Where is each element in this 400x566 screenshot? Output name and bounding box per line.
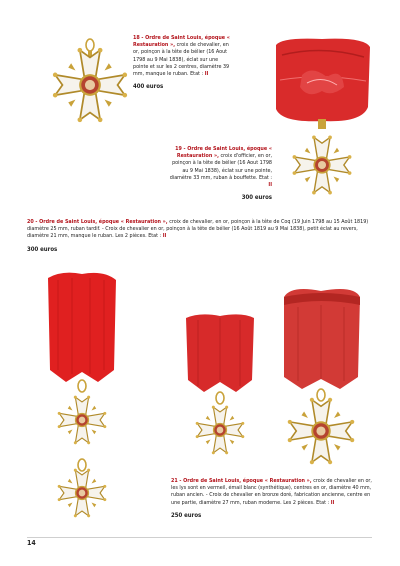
lot-18-etat: II	[204, 71, 209, 78]
footer-rule	[27, 537, 372, 538]
lot-18-heading: 18 - Ordre de Saint Louis, époque « Restauration »,	[133, 35, 230, 49]
medal-lot-21-right-image	[276, 285, 366, 475]
lot-21-heading: 21 - Ordre de Saint Louis, époque « Restauration »,	[171, 478, 312, 484]
medal-lot-20-small-image	[55, 455, 109, 531]
medal-lot-20-ribbon-image	[42, 270, 122, 450]
lot-19-body: croix d'officier, en or, poinçon à la tête de bélier (16 Aout 1798 au 9 Mai 1838), éclat sur une pointe, diamètre 33 mm, ruban à bouffette. Etat :	[169, 153, 272, 181]
medal-lot-18-image	[45, 30, 135, 140]
lot-18-price: 400 euros	[133, 83, 164, 91]
lot-21-price: 250 euros	[171, 511, 202, 519]
lot-21-body: croix de chevalier en or, les lys sont en vermeil, émail blanc (synthétique), centres en or, diamètre 40 mm, ruban ancien. - Croix de chevalier en bronze doré, fabrication ancienne, centre en une partie, diamètre 27 mm, ruban moderne. Les 2 pièces. Etat :	[171, 478, 372, 506]
lot-21-description	[171, 478, 376, 519]
lot-20-description	[27, 219, 372, 253]
lot-20-body: croix de chevalier, en or, poinçon à la tête de Coq (19 Juin 1798 au 15 Août 1819) diamètre 25 mm, ruban tardif. - Croix de chevalier en or, poinçon à la tête de bélier (16 Août 1819 au 9 Mai 1838), petit éclat au revers, diamètre 21 mm, manque le ruban. Les 2 pièces. Etat :	[27, 219, 369, 240]
medal-lot-21-left-image	[180, 310, 260, 470]
lot-18-body: croix de chevalier, en or, poinçon à la tête de bélier (16 Aout 1798 au 9 Mai 1838), éclat sur une pointe et sur les 2 centres, diamètre 39 mm, manque le ruban. Etat :	[133, 42, 230, 78]
lot-21-etat: II	[330, 499, 335, 506]
lot-19-description	[168, 146, 272, 201]
lot-18-description	[133, 35, 233, 90]
lot-20-heading: 20 - Ordre de Saint Louis, époque « Restauration »,	[27, 219, 168, 225]
page-number: 14	[27, 539, 36, 547]
lot-19-price: 300 euros	[241, 194, 272, 202]
lot-19-heading: 19 - Ordre de Saint Louis, époque « Restauration »,	[175, 146, 272, 160]
lot-20-price: 300 euros	[27, 245, 58, 253]
lot-20-etat: II	[162, 233, 167, 240]
medal-lot-19-image	[272, 35, 372, 205]
lot-19-etat: II	[268, 182, 272, 189]
